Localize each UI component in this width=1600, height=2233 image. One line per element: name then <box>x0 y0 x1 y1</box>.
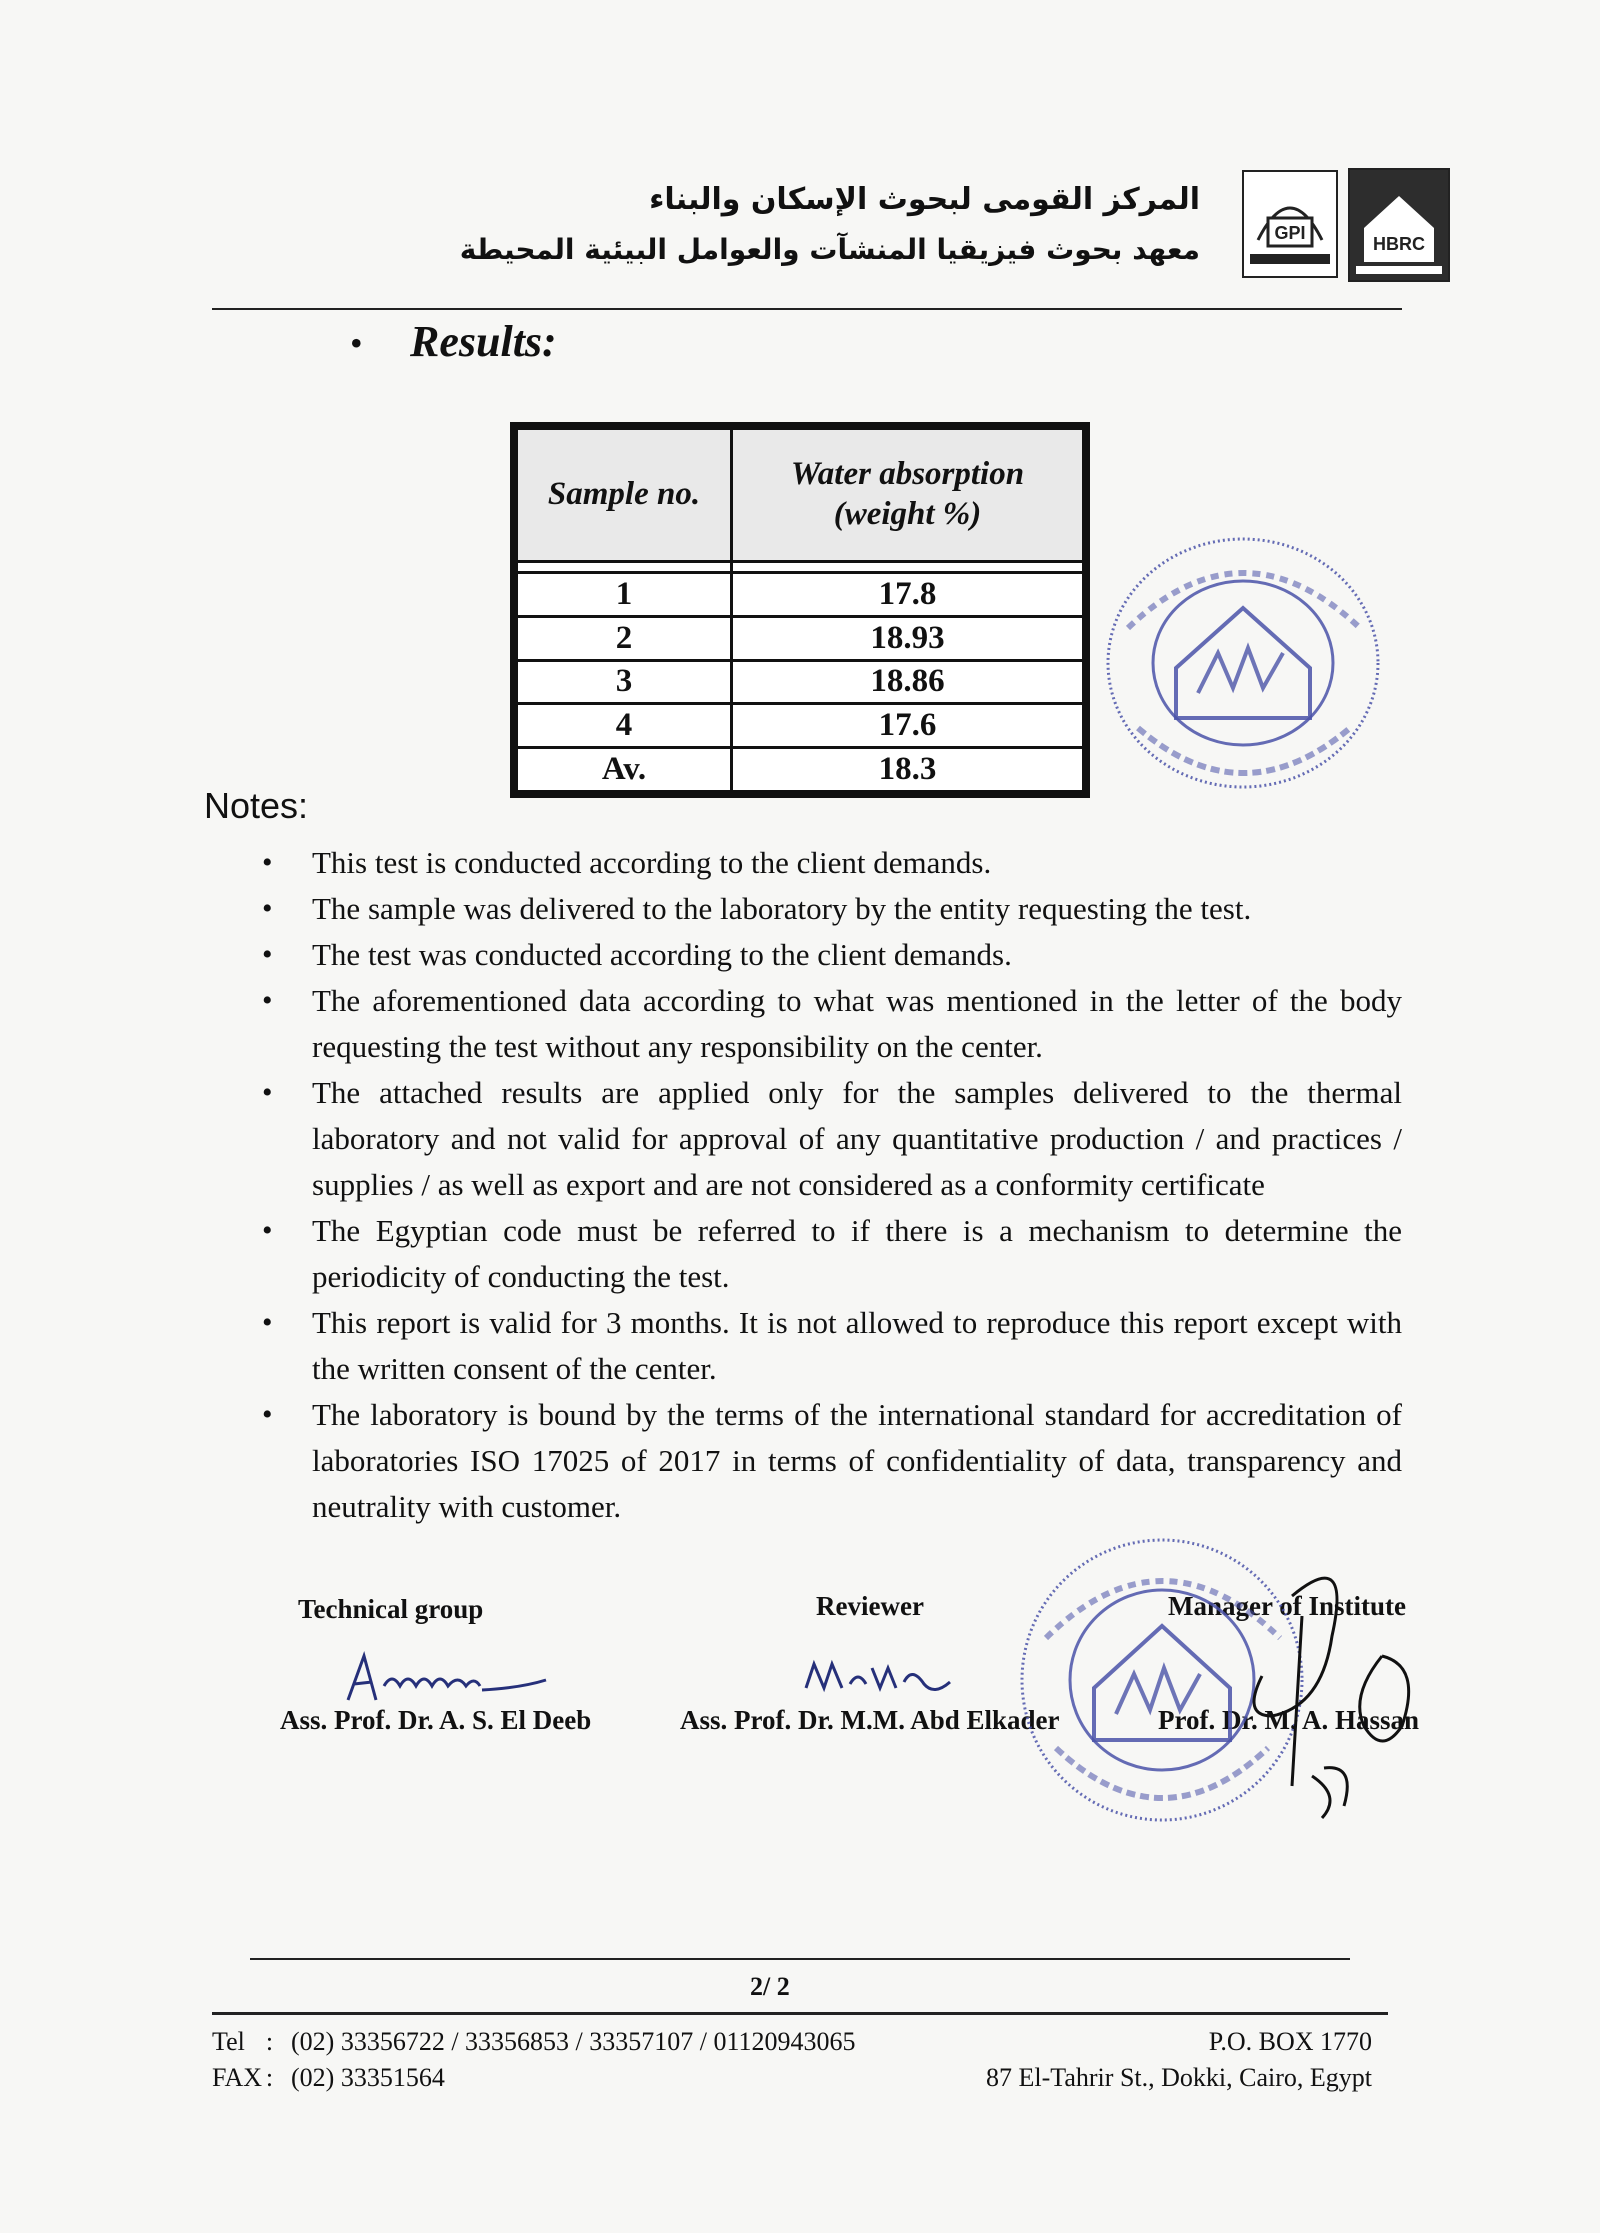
table-gap-row <box>517 562 1084 573</box>
footer-fax-colon: : <box>265 2063 274 2092</box>
note-item: • The laboratory is bound by the terms of the international standard for accreditation of laboratories ISO 17025 of 2017 in terms of confidentiality of data, transparency and neutrality with customer. <box>262 1392 1402 1530</box>
footer-rule-top <box>250 1958 1350 1960</box>
hbrc-logo-text: HBRC <box>1373 234 1425 254</box>
reviewer-title: Reviewer <box>816 1591 924 1621</box>
col-water-absorption-header-line2: (weight %) <box>833 496 982 532</box>
notes-list <box>262 840 1402 1530</box>
note-item: • The attached results are applied only for the samples delivered to the thermal laboratory and not valid for approval of any quantitative production / and practices / supplies / as well as export and are not considered as a conformity certificate <box>262 1070 1402 1208</box>
table-header-row <box>517 429 1084 562</box>
footer-contact <box>212 2024 856 2096</box>
footer-rule-bottom <box>212 2012 1388 2015</box>
note-item: • This report is valid for 3 months. It is not allowed to reproduce this report except with the written consent of the center. <box>262 1300 1402 1392</box>
manager-name: Prof. Dr. M. A. Hassan <box>1158 1705 1420 1735</box>
reviewer-name: Ass. Prof. Dr. M.M. Abd Elkader <box>680 1705 1060 1735</box>
header-rule <box>212 308 1402 310</box>
footer-tel-value: (02) 33356722 / 33356853 / 33357107 / 01120943065 <box>291 2027 856 2056</box>
footer-tel-line <box>212 2024 856 2060</box>
page-number: 2/ 2 <box>750 1972 790 2001</box>
note-item: • The Egyptian code must be referred to if there is a mechanism to determine the periodicity of conducting the test. <box>262 1208 1402 1300</box>
hbrc-logo-graphic <box>1350 170 1448 280</box>
technical-group-title: Technical group <box>298 1594 484 1624</box>
hbrc-logo <box>1348 168 1450 282</box>
value-cell: 18.93 <box>732 616 1084 660</box>
results-table <box>510 422 1090 798</box>
gpi-logo <box>1242 170 1338 278</box>
footer-fax-line <box>212 2060 856 2096</box>
col-sample-header: Sample no. <box>517 429 732 562</box>
note-item: • The aforementioned data according to what was mentioned in the letter of the body requesting the test without any responsibility on the center. <box>262 978 1402 1070</box>
sample-cell: 1 <box>517 573 732 617</box>
note-item: • The sample was delivered to the laboratory by the entity requesting the test. <box>262 886 1402 932</box>
technical-signature <box>340 1650 560 1710</box>
note-item: • The test was conducted according to the client demands. <box>262 932 1402 978</box>
sample-cell: 3 <box>517 660 732 704</box>
manager-title: Manager of Institute <box>1168 1591 1406 1621</box>
table-row <box>517 616 1084 660</box>
reviewer-signature <box>800 1648 980 1708</box>
results-bullet: • <box>350 323 363 363</box>
value-cell: 18.3 <box>732 748 1084 792</box>
note-item: • This test is conducted according to the client demands. <box>262 840 1402 886</box>
table-row <box>517 573 1084 617</box>
footer-fax-value: (02) 33351564 <box>291 2063 445 2092</box>
footer-fax-label: FAX <box>212 2063 263 2092</box>
technical-group-name: Ass. Prof. Dr. A. S. El Deeb <box>280 1705 592 1735</box>
results-heading: Results: <box>410 317 557 366</box>
footer-address <box>986 2024 1372 2096</box>
value-cell: 17.8 <box>732 573 1084 617</box>
institute-stamp-top <box>1098 528 1388 798</box>
col-water-absorption-header <box>732 429 1084 562</box>
value-cell: 18.86 <box>732 660 1084 704</box>
sample-cell: 2 <box>517 616 732 660</box>
table-row-average <box>517 748 1084 792</box>
footer-street-address: 87 El-Tahrir St., Dokki, Cairo, Egypt <box>986 2063 1372 2092</box>
col-water-absorption-header-line1: Water absorption <box>790 456 1025 493</box>
notes-heading: Notes: <box>204 785 309 826</box>
table-row <box>517 660 1084 704</box>
sample-cell: Av. <box>517 748 732 792</box>
gpi-logo-graphic <box>1244 172 1336 276</box>
value-cell: 17.6 <box>732 704 1084 748</box>
footer-tel-colon: : <box>265 2027 274 2056</box>
manager-signature <box>1232 1556 1432 1826</box>
institute-subname-arabic: معهد بحوث فيزيقيا المنشآت والعوامل البيئية المحيطة <box>459 233 1200 266</box>
institute-name-arabic: المركز القومى لبحوث الإسكان والبناء <box>649 182 1200 217</box>
table-row <box>517 704 1084 748</box>
footer-po-box: P.O. BOX 1770 <box>1208 2027 1372 2056</box>
sample-cell: 4 <box>517 704 732 748</box>
footer-tel-label: Tel <box>212 2027 245 2056</box>
gpi-logo-text: GPI <box>1274 223 1306 243</box>
